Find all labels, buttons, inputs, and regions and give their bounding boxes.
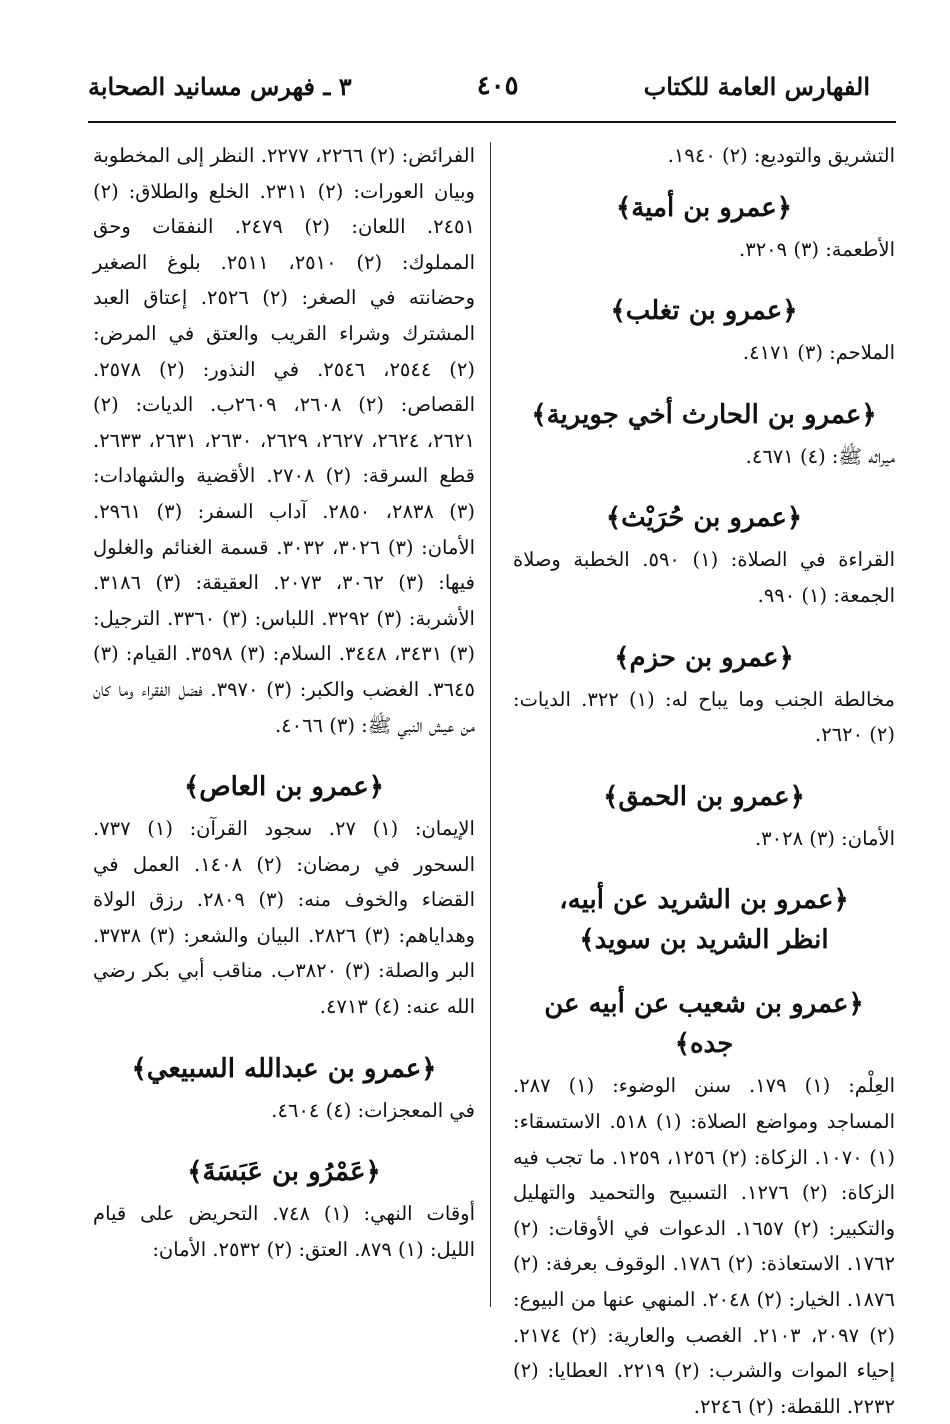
entry-text: في المعجزات: (٤) ٤٦٠٤.: [271, 1098, 475, 1122]
book-title: الفهارس العامة للكتاب: [643, 71, 870, 101]
companion-heading: ﴿عمرو بن حزم﴾: [614, 642, 794, 673]
entry-text: الأمان: (٣) ٣٠٢٨.: [754, 826, 895, 850]
heading-line: انظر الشريد بن سويد﴾: [579, 925, 829, 956]
page-number: ٤٠٥: [476, 71, 519, 101]
entry-text: القراءة في الصلاة: (١) ٥٩٠. الخطبة وصلاة الجمعة: (١) ٩٩٠.: [513, 548, 895, 607]
companion-heading: ﴿عمرو بن الحمق﴾: [603, 781, 805, 812]
companion-heading: ﴿عمرو بن العاص﴾: [183, 772, 385, 803]
heading-line: ﴿عمرو بن الشريد عن أبيه،: [559, 885, 849, 916]
entry-text: التشريق والتوديع: (٢) ١٩٤٠.: [667, 144, 895, 167]
right-column: [513, 138, 895, 1424]
entry-text: مخالطة الجنب وما يباح له: (١) ٣٢٢. الديات: (٢) ٢٦٢٠.: [513, 687, 895, 747]
cross-reference-heading: [513, 880, 895, 960]
entry-text: الفرائض: (٢) ٢٢٦٦، ٢٢٧٧. النظر إلى المخطوبة وبيان العورات: (٢) ٢٣١١. الخلع والطلاق: (٢) ٢٤٥١. اللعان: (٢) ٢٤٧٩. النفقات وحق المملوك: (٢) ٢٥١٠، ٢٥١١. بلوغ الصغير وحضانته في الصغر: (٢) ٢٥٢٦. إعتاق العبد المشترك وشراء القريب والعتق في المرض: (٢) ٢٥٤٤، ٢٥٤٦. في النذور: (٢) ٢٥٧٨. القصاص: (٢) ٢٦٠٨، ٢٦٠٩ب. الديات: (٢) ٢٦٢١، ٢٦٢٤، ٢٦٢٧، ٢٦٢٩، ٢٦٣٠، ٢٦٣١، ٢٦٣٣. قطع السرقة: (٢) ٢٧٠٨. الأقضية والشهادات: (٣) ٢٨٣٨، ٢٨٥٠. آداب السفر: (٣) ٢٩٦١. الأمان: (٣) ٣٠٢٦، ٣٠٣٢. قسمة الغنائم والغلول فيها: (٣) ٣٠٦٢، ٢٠٧٣. العقيقة: (٣) ٣١٨٦. الأشربة: (٣) ٣٢٩٢. اللباس: (٣) ٣٣٦٠. الترجيل: (٣) ٣٤٣١، ٣٤٤٨. السلام: (٣) ٣٥٩٨. القيام: (٣) ٣٦٤٥. الغضب والكبر: (٣) ٣٩٧٠. فضل الفقراء وما كان من عيش النبي ﷺ: (٣) ٤٠٦٦.: [93, 144, 476, 737]
entry-text: الأطعمة: (٣) ٣٢٠٩.: [739, 237, 895, 261]
section-title: ٣ ـ فهرس مسانيد الصحابة: [88, 71, 352, 101]
entry-text: الإيمان: (١) ٢٧. سجود القرآن: (١) ٧٣٧. السحور في رمضان: (٢) ١٤٠٨. العمل في القضاء والخوف منه: (٣) ٢٨٠٩. رزق الولاة وهداياهم: (٣) ٢٨٢٦. البيان والشعر: (٣) ٣٧٣٨. البر والصلة: (٣) ٣٨٢٠ب. مناقب أبي بكر رضي الله عنه: (٤) ٤٧١٣.: [93, 817, 476, 1019]
companion-heading: ﴿عَمْرُو بن عَبَسَةَ﴾: [187, 1157, 381, 1188]
entry-text: العِلْم: (١) ١٧٩. سنن الوضوء: (١) ٢٨٧. المساجد ومواضع الصلاة: (١) ٥١٨. الاستسقاء: (١) ١٠٧٠. الزكاة: (٢) ١٢٥٦، ١٢٥٩. ما تجب فيه الزكاة: (٢) ١٢٧٦. التسبيح والتحميد والتهليل والتكبير: (٢) ١٦٥٧. الدعوات في الأوقات: (٢) ١٧٦٢. الاستعاذة: (٢) ١٧٨٦. الوقوف بعرفة: (٢) ١٨٧٦. الخيار: (٢) ٢٠٤٨. المنهي عنها من البيوع: (٢) ٢٠٩٧، ٢١٠٣. الغصب والعارية: (٢) ٢١٧٤. إحياء الموات والشرب: (٢) ٢٢١٩. العطايا: (٢) ٢٢٣٢. اللقطة: (٢) ٢٢٤٦.: [513, 1074, 896, 1418]
companion-heading: ﴿عمرو بن أمية﴾: [616, 192, 792, 223]
entry-text: أوقات النهي: (١) ٧٤٨. التحريض على قيام الليل: (١) ٨٧٩. العتق: (٢) ٢٥٣٢. الأمان:: [93, 1202, 475, 1261]
page-header: [88, 62, 870, 110]
companion-heading: ﴿عمرو بن حُرَيْث﴾: [605, 503, 803, 534]
header-rule: [88, 121, 896, 123]
column-divider: [490, 142, 491, 1307]
left-column: [93, 138, 475, 1267]
entry-text: ميراثه ﷺ: (٤) ٤٦٧١.: [745, 444, 895, 468]
companion-heading: ﴿عمرو بن الحارث أخي جويرية﴾: [531, 399, 877, 430]
companion-heading: ﴿عمرو بن شعيب عن أبيه عن جده﴾: [544, 989, 864, 1060]
companion-heading: ﴿عمرو بن تغلب﴾: [610, 296, 798, 327]
companion-heading: ﴿عمرو بن عبدالله السبيعي﴾: [131, 1053, 437, 1084]
entry-text: الملاحم: (٣) ٤١٧١.: [742, 341, 895, 365]
